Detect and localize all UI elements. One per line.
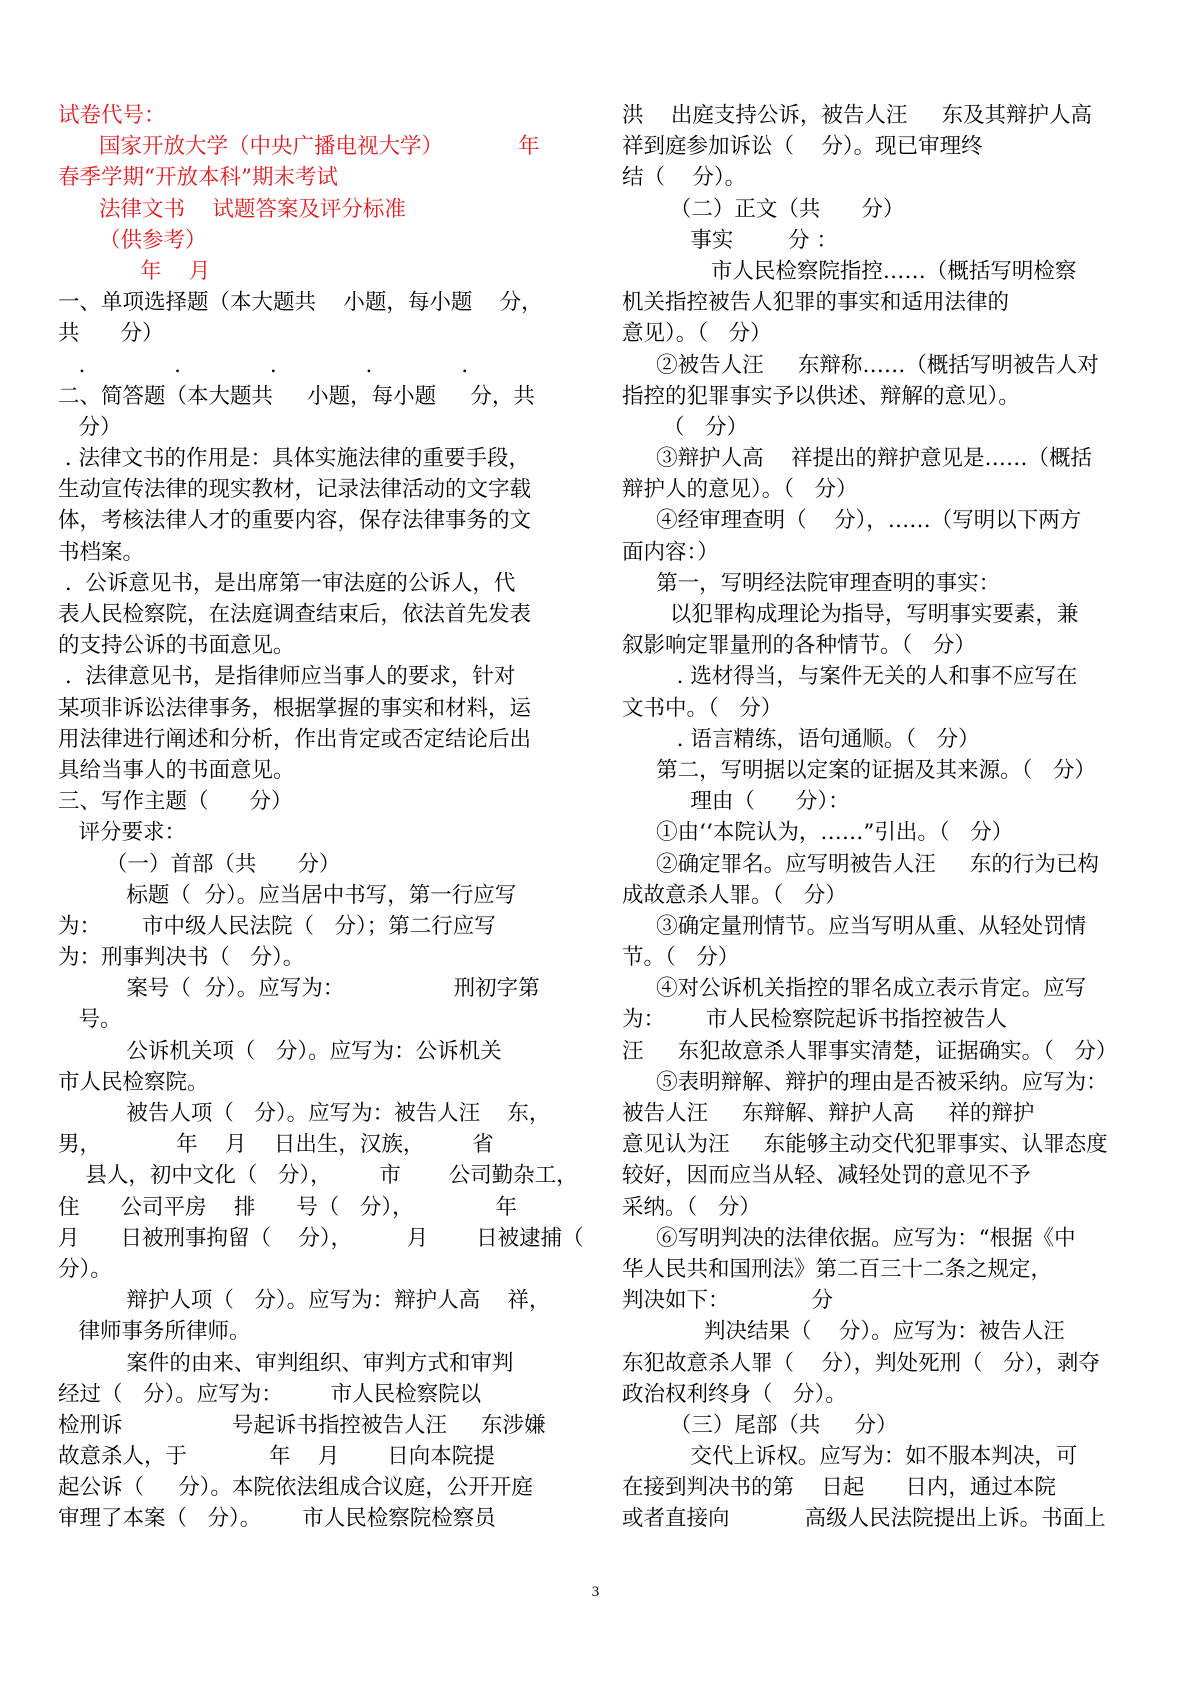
text-line: 分）: [58, 414, 122, 440]
page-number: 3: [591, 1584, 600, 1600]
text-line: 市人民检察院。: [58, 1069, 209, 1095]
right-column: [622, 100, 1142, 1535]
text-line: 案号（ 分）。应写为： 刑初字第: [58, 976, 540, 1002]
text-line: 审理了本案（ 分）。 市人民检察院检察员: [58, 1506, 496, 1532]
text-line: ③辩护人高 祥提出的辩护意见是……（概括: [622, 446, 1093, 472]
text-line: 理由（ 分）：: [622, 789, 850, 815]
text-line: 判决结果（ 分）。应写为：被告人汪: [622, 1319, 1065, 1345]
text-line: 起公诉（ 分）。本院依法组成合议庭，公开开庭: [58, 1475, 533, 1501]
text-line: 故意杀人，于 年 月 日向本院提: [58, 1444, 495, 1470]
text-line: 案件的由来、审判组织、审判方式和审判: [58, 1350, 514, 1376]
text-line: （一）首部（共 分）: [58, 851, 341, 877]
text-line: 经过（ 分）。应写为： 市人民检察院以: [58, 1381, 482, 1407]
text-line: 辩护人项（ 分）。应写为：辩护人高 祥，: [58, 1288, 551, 1314]
text-line: 第一，写明经法院审理查明的事实：: [622, 570, 1001, 596]
text-line: ①由‘‘本院认为，……”引出。（ 分）: [622, 820, 1014, 846]
text-line: 公诉机关项（ 分）。应写为：公诉机关: [58, 1038, 502, 1064]
text-line: 祥到庭参加诉讼（ 分）。现已审理终: [622, 134, 983, 160]
text-line: 意见）。（ 分）: [622, 321, 772, 347]
text-line: 机关指控被告人犯罪的事实和适用法律的: [622, 290, 1010, 316]
text-line: （ 分）: [622, 414, 749, 440]
text-line: （供参考）: [58, 227, 207, 253]
text-line: 成故意杀人罪。（ 分）: [622, 882, 847, 908]
text-line: 以犯罪构成理论为指导，写明事实要素，兼: [622, 602, 1079, 627]
text-line: ②确定罪名。应写明被告人汪 东的行为已构: [622, 851, 1099, 877]
text-line: 评分要求：: [58, 820, 187, 846]
text-line: 交代上诉权。应写为：如不服本判决，可: [622, 1444, 1078, 1470]
text-line: 年 月: [58, 258, 211, 284]
text-line: （三）尾部（共 分）: [622, 1412, 898, 1438]
text-line: 为： 市中级人民法院（ 分）；第二行应写: [58, 913, 496, 939]
text-line: 表人民检察院，在法庭调查结束后，依法首先发表: [58, 602, 532, 627]
text-line: 事实 分 ：: [622, 227, 838, 253]
text-line: ④对公诉机关指控的罪名成立表示肯定。应写: [622, 976, 1087, 1002]
text-line: 某项非诉讼法律事务，根据掌握的事实和材料，运: [58, 695, 532, 721]
text-line: 文书中。（ 分）: [622, 695, 783, 721]
text-line: ③确定量刑情节。应当写明从重、从轻处罚情: [622, 913, 1087, 939]
text-line: 在接到判决书的第 日起 日内，通过本院: [622, 1475, 1056, 1501]
text-line: 共 分）: [58, 321, 164, 347]
text-line: ④经审理查明（ 分），……（写明以下两方: [622, 508, 1082, 534]
text-line: 分）。: [58, 1256, 112, 1282]
text-line: 男， 年 月 日出生，汉族， 省: [58, 1132, 494, 1158]
left-column: [58, 100, 584, 1535]
text-line: . 选材得当，与案件无关的人和事不应写在: [622, 664, 1078, 690]
text-line: 意见认为汪 东能够主动交代犯罪事实、认罪态度: [622, 1132, 1108, 1158]
text-line: 的支持公诉的书面意见。: [58, 633, 295, 659]
text-line: 标题（ 分）。应当居中书写，第一行应写: [58, 882, 517, 908]
text-line: 检刑诉 号起诉书指控被告人汪 东涉嫌: [58, 1412, 546, 1438]
text-line: 春季学期“开放本科”期末考试: [58, 165, 338, 191]
text-line: 住 公司平房 排 号（ 分）， 年: [58, 1194, 518, 1220]
text-line: （二）正文（共 分）: [622, 196, 905, 222]
text-line: 三、写作主题（ 分）: [58, 789, 293, 815]
text-line: 为： 市人民检察院起诉书指控被告人: [622, 1007, 1008, 1033]
text-line: 县人，初中文化（ 分）， 市 公司勤杂工，: [58, 1163, 578, 1189]
text-line: ②被告人汪 东辩称……（概括写明被告人对: [622, 352, 1099, 378]
text-line: 采纳。（ 分）: [622, 1194, 761, 1220]
text-line: ⑤表明辩解、辩护的理由是否被采纳。应写为：: [622, 1069, 1108, 1095]
text-line: . 公诉意见书，是出席第一审法庭的公诉人，代: [58, 570, 516, 596]
text-line: 或者直接向 高级人民法院提出上诉。书面上: [622, 1506, 1106, 1532]
text-line: 一、单项选择题（本大题共 小题，每小题 分，: [58, 290, 543, 316]
text-line: . 语言精练，语句通顺。（ 分）: [622, 726, 980, 752]
text-line: 市人民检察院指控……（概括写明检察: [622, 258, 1077, 284]
text-line: 华人民共和国刑法》第二百三十二条之规定，: [622, 1256, 1053, 1282]
text-line: 法律文书 试题答案及评分标准: [58, 196, 406, 222]
text-line: 结（ 分）。: [622, 165, 747, 191]
text-line: 辩护人的意见）。（ 分）: [622, 477, 858, 503]
text-line: 洪 出庭支持公诉，被告人汪 东及其辩护人高: [622, 103, 1093, 128]
text-line: 指控的犯罪事实予以供述、辩解的意见）。: [622, 383, 1020, 409]
text-line: 为：刑事判决书（ 分）。: [58, 945, 305, 971]
text-line: 汪 东犯故意杀人罪事实清楚，证据确实。（ 分）: [622, 1038, 1118, 1064]
text-line: 节。（ 分）: [622, 945, 740, 971]
text-line: 月 日被刑事拘留（ 分）， 月 日被逮捕（: [58, 1225, 584, 1251]
text-line: . 法律意见书，是指律师应当事人的要求，针对: [58, 664, 516, 690]
text-line: 试卷代号：: [58, 103, 166, 128]
text-line: 生动宣传法律的现实教材，记录法律活动的文字载: [58, 477, 532, 503]
text-line: 面内容：）: [622, 539, 719, 565]
text-line: 具给当事人的书面意见。: [58, 757, 295, 783]
text-line: 用法律进行阐述和分析，作出肯定或否定结论后出: [58, 726, 532, 752]
text-line: 国家开放大学（中央广播电视大学） 年: [58, 134, 540, 160]
text-line: 号。: [58, 1007, 122, 1033]
text-line: 政治权利终身（ 分）。: [622, 1381, 847, 1407]
text-line: 较好，因而应当从轻、减轻处罚的意见不予: [622, 1163, 1031, 1189]
text-line: 第二，写明据以定案的证据及其来源。（ 分）: [622, 757, 1096, 783]
text-line: 叙影响定罪量刑的各种情节。（ 分）: [622, 633, 976, 659]
text-line: . 法律文书的作用是：具体实施法律的重要手段，: [58, 446, 531, 472]
text-line: 律师事务所律师。: [58, 1319, 251, 1345]
text-line: 被告人项（ 分）。应写为：被告人汪 东，: [58, 1101, 551, 1126]
text-line: 被告人汪 东辩解、辩护人高 祥的辩护: [622, 1101, 1035, 1126]
text-line: ⑥写明判决的法律依据。应写为：“根据《中: [622, 1225, 1076, 1251]
text-line: 书档案。: [58, 539, 145, 565]
text-line: 东犯故意杀人罪（ 分），判处死刑（ 分），剥夺: [622, 1350, 1100, 1376]
text-line: 判决如下： 分: [622, 1288, 834, 1314]
text-line: 体，考核法律人才的重要内容，保存法律事务的文: [58, 508, 532, 534]
text-line: 二、简答题（本大题共 小题，每小题 分，共: [58, 383, 535, 409]
text-line: . . . . .: [58, 352, 469, 378]
